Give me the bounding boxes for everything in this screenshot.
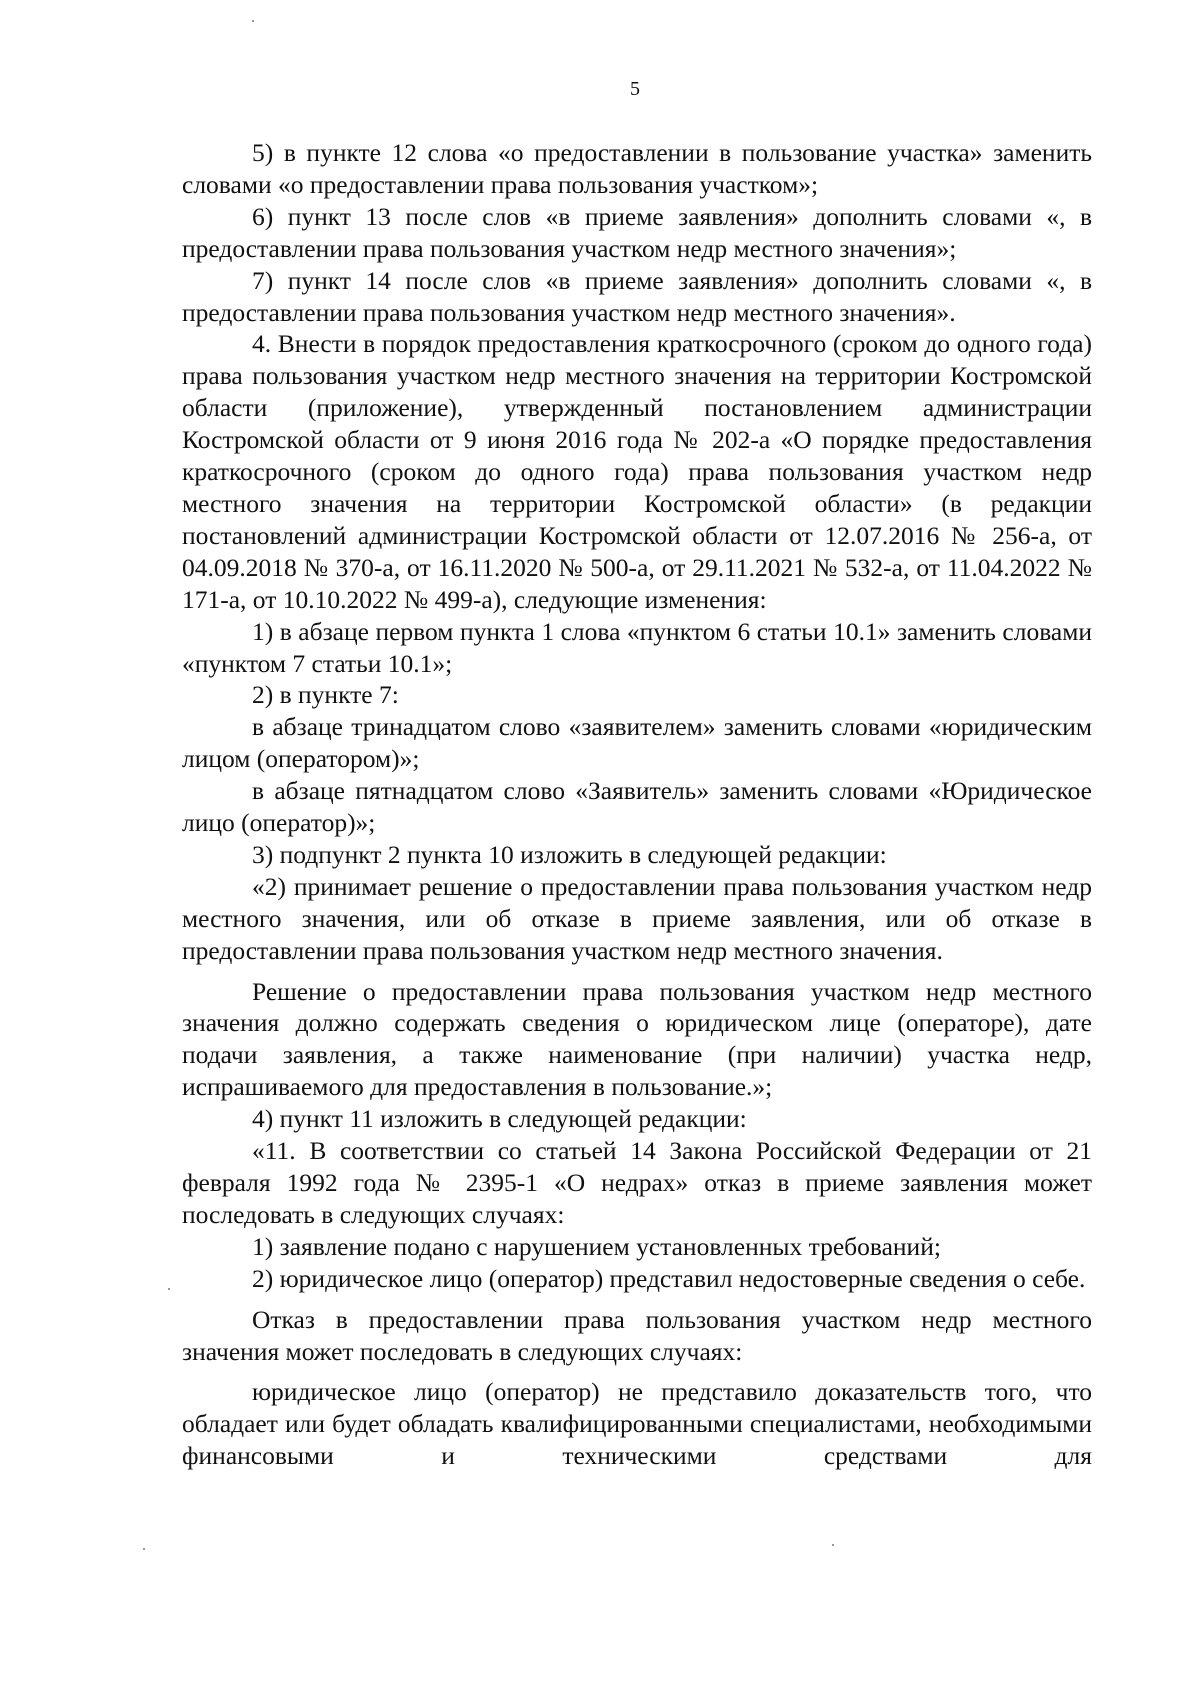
paragraph: юридическое лицо (оператор) не представило доказательств того, что обладает или будет обладать квалифицированными специалистами, необходимыми финансовыми и техническими средствами для [182,1377,1092,1471]
paragraph: 1) в абзаце первом пункта 1 слова «пунктом 6 статьи 10.1» заменить словами «пунктом 7 статьи 10.1»; [182,616,1092,678]
paragraph: 5) в пункте 12 слова «о предоставлении в пользование участка» заменить словами «о предоставлении права пользования участком»; [182,138,1092,199]
paragraph: «11. В соответствии со статьей 14 Закона Российской Федерации от 21 февраля 1992 года № 2395-1 «О недрах» отказ в приеме заявления может последовать в следующих случаях: [182,1136,1092,1229]
paragraph: 4. Внести в порядок предоставления краткосрочного (сроком до одного года) права пользования участком недр местного значения на территории Костромской области (приложение), утвержденный постановлением администрации Костромской области от 9 июня 2016 года № 202-а «О порядке предоставления краткосрочного (сроком до одного года) права пользования участком недр местного значения на территории Костромской области» (в редакции постановлений администрации Костромской области от 12.07.2016 № 256-а, от 04.09.2018 № 370-а, от 16.11.2020 № 500-а, от 29.11.2021 № 532-а, от 11.04.2022 № 171-а, от 10.10.2022 № 499-а), следующие изменения: [182,329,1092,614]
paragraph: 3) подпункт 2 пункта 10 изложить в следующей редакции: [252,839,887,869]
paragraph: Отказ в предоставлении права пользования участком недр местного значения может последовать в следующих случаях: [182,1304,1092,1366]
paragraph: в абзаце тринадцатом слово «заявителем» заменить словами «юридическим лицом (оператором)»; [182,712,1092,774]
paragraph: 1) заявление подано с нарушением установленных требований; [252,1231,941,1261]
paragraph: «2) принимает решение о предоставлении права пользования участком недр местного значения, или об отказе в приеме заявления, или об отказе в предоставлении права пользования участком недр местного значения. [182,871,1092,965]
paragraph: 2) юридическое лицо (оператор) представил недостоверные сведения о себе. [252,1263,1086,1293]
scan-speck [143,1548,145,1550]
paragraph: Решение о предоставлении права пользования участком недр местного значения должно содержать сведения о юридическом лице (операторе), дате подачи заявления, а также наименование (при наличии) участка недр, испрашиваемого для предоставления в пользование.»; [182,976,1092,1102]
paragraph: 2) в пункте 7: [252,680,399,710]
paragraph: 7) пункт 14 после слов «в приеме заявления» дополнить словами «, в предоставлении права пользования участком недр местного значения». [182,265,1092,327]
scan-speck [252,20,254,22]
page-number: 5 [630,78,640,100]
paragraph: в абзаце пятнадцатом слово «Заявитель» заменить словами «Юридическое лицо (оператор)»; [182,776,1092,838]
document-body [182,137,1092,1472]
scan-speck [832,1544,834,1546]
paragraph: 4) пункт 11 изложить в следующей редакции: [252,1104,747,1134]
scan-speck [168,1288,170,1290]
paragraph: 6) пункт 13 после слов «в приеме заявления» дополнить словами «, в предоставлении права пользования участком недр местного значения»; [182,201,1092,263]
